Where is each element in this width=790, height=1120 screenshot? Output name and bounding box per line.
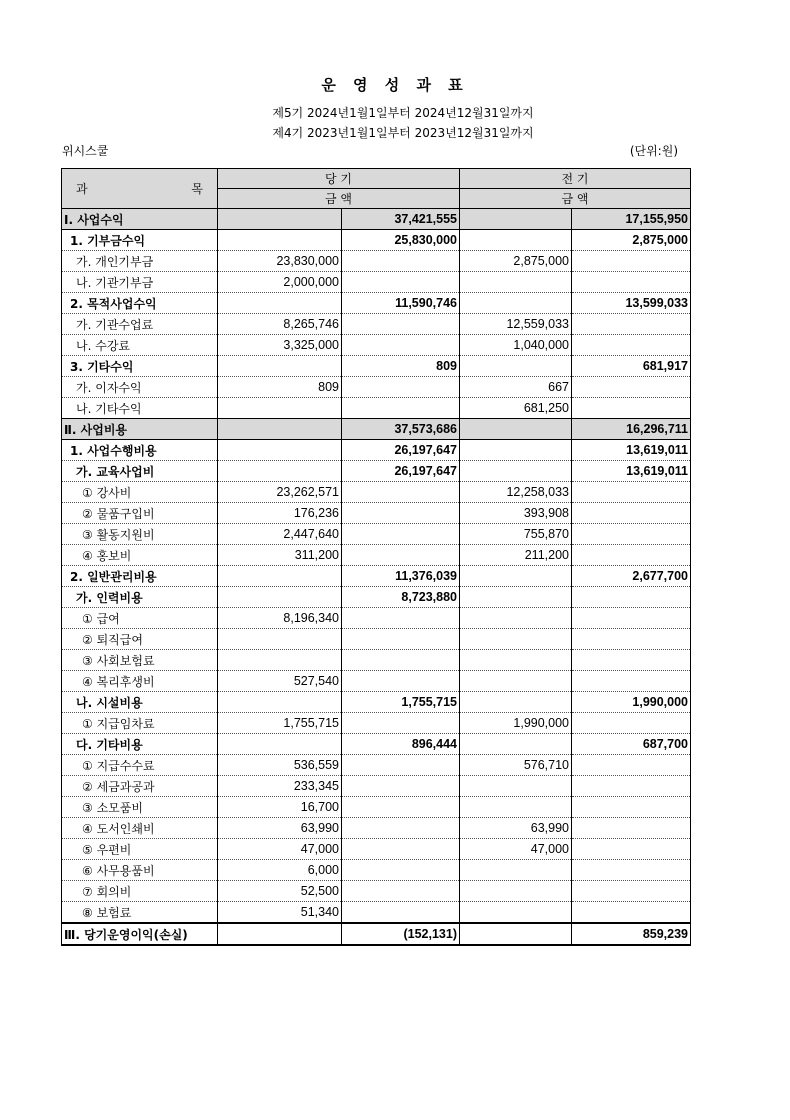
current-detail-amount xyxy=(218,419,342,440)
account-label: Ⅱ. 사업비용 xyxy=(62,419,218,440)
current-total-amount xyxy=(342,650,460,671)
account-label: 2. 일반관리비용 xyxy=(62,566,218,587)
current-detail-amount xyxy=(218,440,342,461)
current-detail-amount: 809 xyxy=(218,377,342,398)
previous-detail-amount: 576,710 xyxy=(460,755,572,776)
current-detail-amount: 3,325,000 xyxy=(218,335,342,356)
current-detail-amount: 8,265,746 xyxy=(218,314,342,335)
account-label: 나. 기타수익 xyxy=(62,398,218,419)
account-label: ① 급여 xyxy=(62,608,218,629)
previous-detail-amount xyxy=(460,230,572,251)
previous-total-amount: 687,700 xyxy=(572,734,691,755)
previous-detail-amount: 12,559,033 xyxy=(460,314,572,335)
current-detail-amount: 536,559 xyxy=(218,755,342,776)
previous-detail-amount: 755,870 xyxy=(460,524,572,545)
table-row xyxy=(62,923,691,945)
current-total-amount: 25,830,000 xyxy=(342,230,460,251)
current-total-amount xyxy=(342,272,460,293)
current-total-amount xyxy=(342,545,460,566)
account-label: 3. 기타수익 xyxy=(62,356,218,377)
table-row xyxy=(62,650,691,671)
current-total-amount: 896,444 xyxy=(342,734,460,755)
previous-detail-amount: 47,000 xyxy=(460,839,572,860)
table-row xyxy=(62,272,691,293)
previous-total-amount: 2,677,700 xyxy=(572,566,691,587)
table-row xyxy=(62,902,691,924)
current-detail-amount xyxy=(218,692,342,713)
previous-detail-amount xyxy=(460,881,572,902)
document-title: 운 영 성 과 표 xyxy=(321,76,469,94)
table-row xyxy=(62,293,691,314)
account-label: ⑤ 우편비 xyxy=(62,839,218,860)
current-detail-amount xyxy=(218,293,342,314)
table-row xyxy=(62,692,691,713)
previous-detail-amount: 1,040,000 xyxy=(460,335,572,356)
previous-total-amount: 859,239 xyxy=(572,923,691,945)
account-label: 가. 개인기부금 xyxy=(62,251,218,272)
previous-detail-amount: 667 xyxy=(460,377,572,398)
account-label: 가. 이자수익 xyxy=(62,377,218,398)
table-row xyxy=(62,671,691,692)
table-row xyxy=(62,335,691,356)
table-row xyxy=(62,356,691,377)
current-total-amount xyxy=(342,860,460,881)
account-label: 나. 수강료 xyxy=(62,335,218,356)
current-total-amount: 26,197,647 xyxy=(342,461,460,482)
account-label: ⑧ 보험료 xyxy=(62,902,218,924)
previous-total-amount xyxy=(572,902,691,924)
account-label: 가. 기관수업료 xyxy=(62,314,218,335)
account-label: ③ 활동지원비 xyxy=(62,524,218,545)
account-label: ① 강사비 xyxy=(62,482,218,503)
current-total-amount xyxy=(342,671,460,692)
account-label: 나. 시설비용 xyxy=(62,692,218,713)
previous-detail-amount xyxy=(460,671,572,692)
previous-detail-amount: 393,908 xyxy=(460,503,572,524)
current-total-amount: (152,131) xyxy=(342,923,460,945)
previous-detail-amount xyxy=(460,419,572,440)
previous-detail-amount xyxy=(460,209,572,230)
current-detail-amount: 63,990 xyxy=(218,818,342,839)
current-detail-amount xyxy=(218,398,342,419)
current-detail-amount: 233,345 xyxy=(218,776,342,797)
current-total-amount xyxy=(342,377,460,398)
current-total-amount: 11,376,039 xyxy=(342,566,460,587)
current-total-amount xyxy=(342,398,460,419)
table-header-row-1 xyxy=(62,169,691,189)
previous-total-amount xyxy=(572,272,691,293)
current-detail-amount: 23,262,571 xyxy=(218,482,342,503)
unit-label: (단위:원) xyxy=(629,144,678,158)
current-detail-amount xyxy=(218,356,342,377)
previous-total-amount xyxy=(572,629,691,650)
previous-total-amount xyxy=(572,503,691,524)
table-row xyxy=(62,755,691,776)
previous-detail-amount xyxy=(460,587,572,608)
current-total-amount: 809 xyxy=(342,356,460,377)
previous-detail-amount: 211,200 xyxy=(460,545,572,566)
current-detail-amount xyxy=(218,629,342,650)
previous-detail-amount: 12,258,033 xyxy=(460,482,572,503)
organization-name: 위시스쿨 xyxy=(62,144,109,158)
previous-detail-amount xyxy=(460,608,572,629)
current-detail-amount: 8,196,340 xyxy=(218,608,342,629)
current-detail-amount: 176,236 xyxy=(218,503,342,524)
current-total-amount xyxy=(342,776,460,797)
previous-detail-amount xyxy=(460,797,572,818)
previous-total-amount xyxy=(572,713,691,734)
current-total-amount: 26,197,647 xyxy=(342,440,460,461)
previous-detail-amount xyxy=(460,650,572,671)
previous-total-amount: 13,619,011 xyxy=(572,461,691,482)
table-row xyxy=(62,440,691,461)
current-detail-amount xyxy=(218,230,342,251)
previous-detail-amount xyxy=(460,860,572,881)
subject-header-right: 목 xyxy=(191,182,203,196)
previous-detail-amount xyxy=(460,566,572,587)
table-row xyxy=(62,713,691,734)
previous-total-amount xyxy=(572,671,691,692)
table-row xyxy=(62,503,691,524)
account-label: ⑦ 회의비 xyxy=(62,881,218,902)
account-label: Ⅰ. 사업수익 xyxy=(62,209,218,230)
current-total-amount xyxy=(342,797,460,818)
table-row xyxy=(62,881,691,902)
current-total-amount xyxy=(342,335,460,356)
previous-total-amount xyxy=(572,398,691,419)
current-total-amount xyxy=(342,524,460,545)
current-detail-amount xyxy=(218,566,342,587)
previous-total-amount xyxy=(572,839,691,860)
subject-header-left: 과 xyxy=(76,182,88,196)
account-label: ① 지급임차료 xyxy=(62,713,218,734)
previous-detail-amount xyxy=(460,923,572,945)
account-label: 2. 목적사업수익 xyxy=(62,293,218,314)
previous-total-amount: 17,155,950 xyxy=(572,209,691,230)
current-total-amount xyxy=(342,818,460,839)
previous-total-amount xyxy=(572,251,691,272)
table-row xyxy=(62,587,691,608)
account-label: ④ 복리후생비 xyxy=(62,671,218,692)
current-total-amount xyxy=(342,314,460,335)
account-label: Ⅲ. 당기운영이익(손실) xyxy=(62,923,218,945)
account-label: 다. 기타비용 xyxy=(62,734,218,755)
current-detail-amount xyxy=(218,734,342,755)
current-total-amount xyxy=(342,902,460,924)
table-row xyxy=(62,818,691,839)
previous-total-amount xyxy=(572,335,691,356)
table-row xyxy=(62,860,691,881)
current-detail-amount xyxy=(218,923,342,945)
current-detail-amount: 16,700 xyxy=(218,797,342,818)
current-detail-amount: 52,500 xyxy=(218,881,342,902)
account-label: 나. 기관기부금 xyxy=(62,272,218,293)
account-label: ④ 홍보비 xyxy=(62,545,218,566)
previous-detail-amount: 1,990,000 xyxy=(460,713,572,734)
account-label: ⑥ 사무용품비 xyxy=(62,860,218,881)
account-label: 가. 교육사업비 xyxy=(62,461,218,482)
table-row xyxy=(62,251,691,272)
current-total-amount xyxy=(342,608,460,629)
previous-total-amount xyxy=(572,755,691,776)
previous-detail-amount: 63,990 xyxy=(460,818,572,839)
previous-detail-amount xyxy=(460,272,572,293)
table-row xyxy=(62,734,691,755)
current-detail-amount xyxy=(218,209,342,230)
previous-total-amount: 681,917 xyxy=(572,356,691,377)
current-detail-amount xyxy=(218,587,342,608)
current-total-amount: 11,590,746 xyxy=(342,293,460,314)
previous-detail-amount xyxy=(460,902,572,924)
account-label: ② 물품구입비 xyxy=(62,503,218,524)
previous-total-amount xyxy=(572,545,691,566)
table-row xyxy=(62,608,691,629)
current-total-amount: 37,421,555 xyxy=(342,209,460,230)
previous-detail-amount xyxy=(460,734,572,755)
current-total-amount: 37,573,686 xyxy=(342,419,460,440)
previous-detail-amount xyxy=(460,356,572,377)
table-row xyxy=(62,230,691,251)
current-amount-header: 금 액 xyxy=(218,189,460,209)
previous-amount-header: 금 액 xyxy=(460,189,691,209)
previous-detail-amount: 681,250 xyxy=(460,398,572,419)
account-label: ④ 도서인쇄비 xyxy=(62,818,218,839)
current-total-amount xyxy=(342,881,460,902)
previous-total-amount xyxy=(572,524,691,545)
current-total-amount xyxy=(342,629,460,650)
current-total-amount: 8,723,880 xyxy=(342,587,460,608)
subject-header xyxy=(62,169,218,209)
table-row xyxy=(62,398,691,419)
current-detail-amount: 47,000 xyxy=(218,839,342,860)
table-row xyxy=(62,314,691,335)
table-row xyxy=(62,419,691,440)
current-total-amount xyxy=(342,503,460,524)
previous-detail-amount xyxy=(460,776,572,797)
current-total-amount xyxy=(342,251,460,272)
current-total-amount xyxy=(342,713,460,734)
current-total-amount xyxy=(342,839,460,860)
table-row xyxy=(62,482,691,503)
current-period-range: 제5기 2024년1월1일부터 2024년12월31일까지 xyxy=(272,106,534,120)
previous-detail-amount xyxy=(460,629,572,650)
current-detail-amount: 23,830,000 xyxy=(218,251,342,272)
table-row xyxy=(62,209,691,230)
previous-total-amount: 16,296,711 xyxy=(572,419,691,440)
account-label: ③ 사회보험료 xyxy=(62,650,218,671)
previous-total-amount xyxy=(572,650,691,671)
table-row xyxy=(62,776,691,797)
previous-total-amount: 13,599,033 xyxy=(572,293,691,314)
table-row xyxy=(62,524,691,545)
account-label: ② 세금과공과 xyxy=(62,776,218,797)
previous-total-amount xyxy=(572,587,691,608)
account-label: 1. 기부금수익 xyxy=(62,230,218,251)
previous-total-amount xyxy=(572,608,691,629)
previous-total-amount xyxy=(572,482,691,503)
account-label: 가. 인력비용 xyxy=(62,587,218,608)
previous-total-amount xyxy=(572,881,691,902)
account-label: ③ 소모품비 xyxy=(62,797,218,818)
table-row xyxy=(62,629,691,650)
previous-period-range: 제4기 2023년1월1일부터 2023년12월31일까지 xyxy=(272,126,534,140)
current-total-amount xyxy=(342,755,460,776)
account-label: 1. 사업수행비용 xyxy=(62,440,218,461)
account-label: ① 지급수수료 xyxy=(62,755,218,776)
account-label: ② 퇴직급여 xyxy=(62,629,218,650)
previous-total-amount xyxy=(572,776,691,797)
previous-detail-amount xyxy=(460,692,572,713)
previous-total-amount xyxy=(572,818,691,839)
table-row xyxy=(62,797,691,818)
previous-period-header: 전 기 xyxy=(460,169,691,189)
table-row xyxy=(62,566,691,587)
table-row xyxy=(62,839,691,860)
previous-detail-amount xyxy=(460,461,572,482)
current-detail-amount: 311,200 xyxy=(218,545,342,566)
operating-results-table xyxy=(61,168,691,946)
previous-total-amount: 2,875,000 xyxy=(572,230,691,251)
current-detail-amount xyxy=(218,650,342,671)
current-detail-amount: 51,340 xyxy=(218,902,342,924)
current-detail-amount xyxy=(218,461,342,482)
previous-total-amount xyxy=(572,797,691,818)
current-detail-amount: 527,540 xyxy=(218,671,342,692)
current-detail-amount: 6,000 xyxy=(218,860,342,881)
previous-total-amount: 1,990,000 xyxy=(572,692,691,713)
table-row xyxy=(62,461,691,482)
previous-total-amount xyxy=(572,860,691,881)
previous-detail-amount: 2,875,000 xyxy=(460,251,572,272)
current-detail-amount: 2,000,000 xyxy=(218,272,342,293)
current-detail-amount: 1,755,715 xyxy=(218,713,342,734)
previous-total-amount xyxy=(572,314,691,335)
previous-total-amount: 13,619,011 xyxy=(572,440,691,461)
table-row xyxy=(62,545,691,566)
previous-detail-amount xyxy=(460,293,572,314)
current-total-amount: 1,755,715 xyxy=(342,692,460,713)
previous-total-amount xyxy=(572,377,691,398)
current-detail-amount: 2,447,640 xyxy=(218,524,342,545)
current-total-amount xyxy=(342,482,460,503)
table-row xyxy=(62,377,691,398)
current-period-header: 당 기 xyxy=(218,169,460,189)
previous-detail-amount xyxy=(460,440,572,461)
